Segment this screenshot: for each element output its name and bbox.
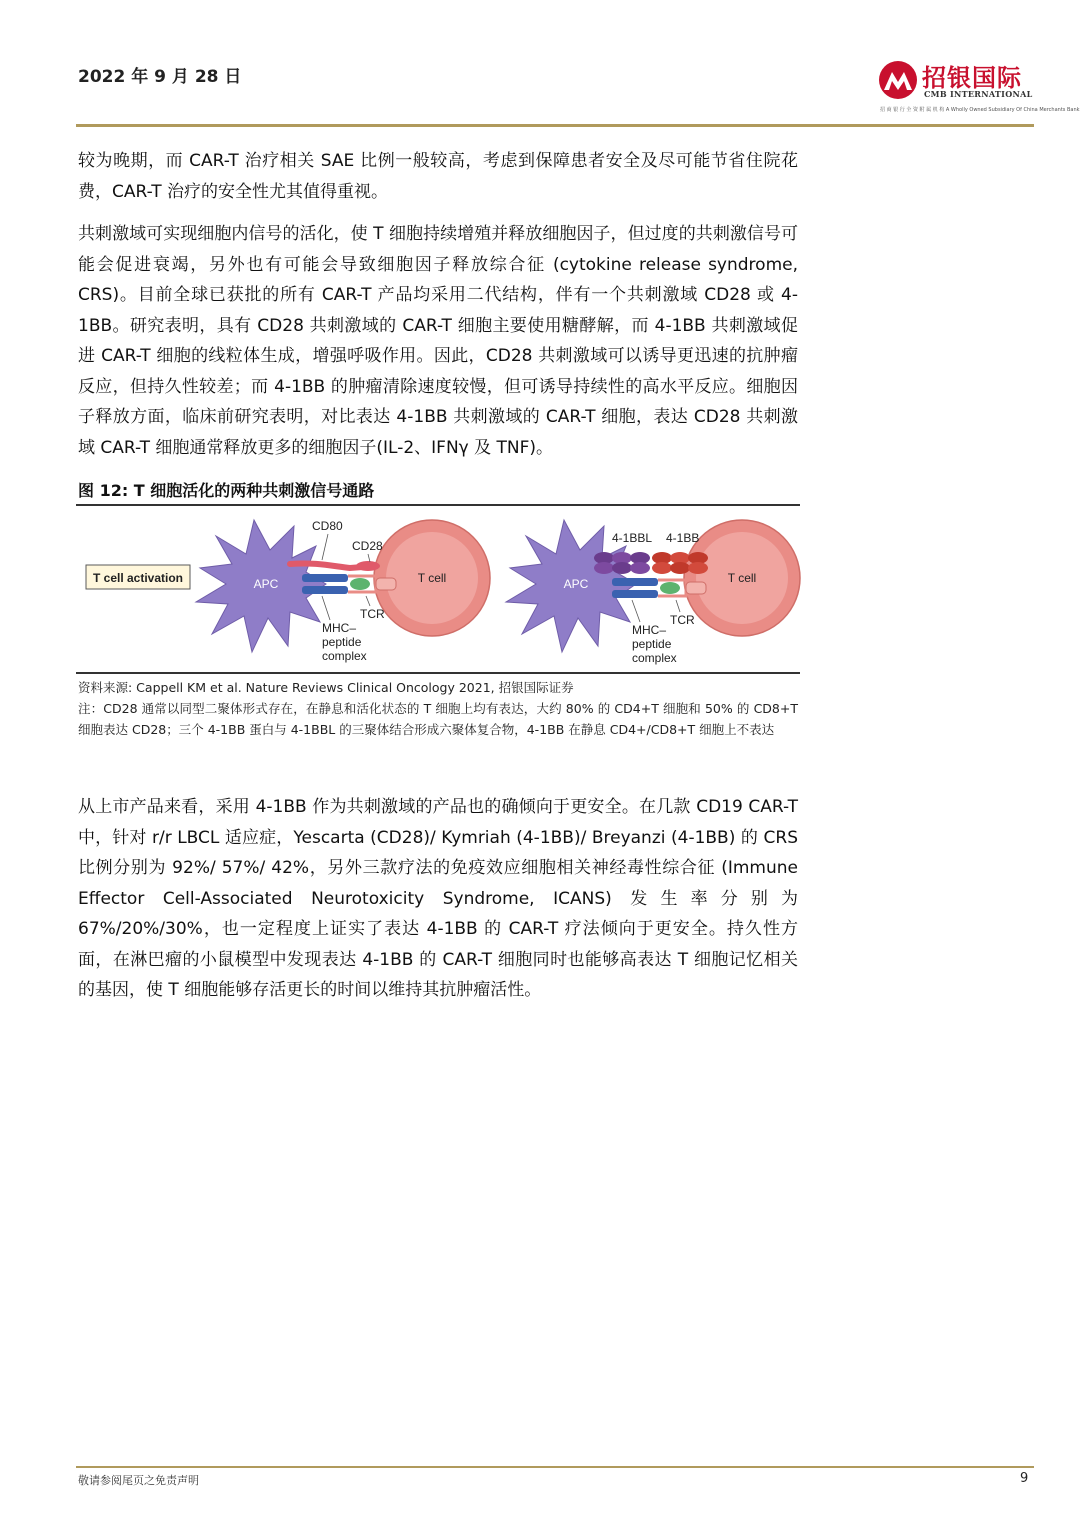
paragraph-costimulatory-domain: 共刺激域可实现细胞内信号的活化，使 T 细胞持续增殖并释放细胞因子，但过度的共刺激信号可能会促进衰竭，另外也有可能会导致细胞因子释放综合征 (cytokine release syndrome, CRS)。目前全球已获批的所有 CAR-T 产品均采用二代结构，伴有一个共刺激域 CD28 或 4-1BB。研究表明，具有 CD28 共刺激域的 CAR-T 细胞主要使用糖酵解，而 4-1BB 共刺激域促进 CAR-T 细胞的线粒体生成，增强呼吸作用。因此，CD28 共刺激域可以诱导更迅速的抗肿瘤反应，但持久性较差；而 4-1BB 的肿瘤清除速度较慢，但可诱导持续性的高水平反应。细胞因子释放方面，临床前研究表明，对比表达 4-1BB 共刺激域的 CAR-T 细胞，表达 CD28 共刺激域 CAR-T 细胞通常释放更多的细胞因子(IL-2、IFNγ 及 TNF)。 — [78, 224, 798, 458]
cd28-label: CD28 — [352, 539, 383, 553]
cmb-mountain-logo-icon — [878, 60, 918, 100]
mhc-label-left-3: complex — [322, 649, 367, 663]
footer-disclaimer: 敬请参阅尾页之免责声明 — [78, 1474, 199, 1487]
t-cell-label-left: T cell — [417, 571, 447, 585]
ligand-41bbl-trimer — [594, 552, 650, 574]
tcr-molecule-right — [612, 578, 658, 586]
ligand-41bbl-label: 4-1BBL — [612, 531, 653, 545]
figure-source: 资料来源: Cappell KM et al. Nature Reviews Clinical Oncology 2021, 招银国际证券 — [78, 680, 574, 695]
figure-title: 图 12: T 细胞活化的两种共刺激信号通路 — [78, 481, 375, 500]
logo-name-en: CMB INTERNATIONAL — [924, 89, 1033, 99]
mhc-label-left-1: MHC– — [322, 621, 357, 635]
company-logo — [876, 58, 1080, 120]
receptor-41bb-label: 4-1BB — [666, 531, 700, 545]
receptor-41bb — [652, 552, 708, 574]
mhc-label-right-1: MHC– — [632, 623, 667, 637]
paragraph-safety-intro: 较为晚期，而 CAR-T 治疗相关 SAE 比例一般较高，考虑到保障患者安全及尽可能节省住院花费，CAR-T 治疗的安全性尤其值得重视。 — [78, 151, 798, 202]
tcr-label-right: TCR — [670, 613, 695, 627]
right-panel-41bb — [506, 520, 800, 665]
t-cell-label-right: T cell — [727, 571, 757, 585]
cd80-label: CD80 — [312, 519, 343, 533]
figure-note: 注：CD28 通常以同型二聚体形式存在，在静息和活化状态的 T 细胞上均有表达，大约 80% 的 CD4+T 细胞和 50% 的 CD8+T 细胞表达 CD28；三个 4-1BB 蛋白与 4-1BBL 的三聚体结合形成六聚体复合物，4-1BB 在静息 CD4+/CD8+T 细胞上不表达 — [78, 701, 798, 737]
header-divider — [76, 124, 1034, 127]
page-number: 9 — [1020, 1471, 1029, 1486]
tcr-molecule-left — [302, 574, 348, 582]
mhc-label-left-2: peptide — [322, 635, 362, 649]
figure-bottom-rule — [76, 672, 800, 674]
svg-text:T cell activation: T cell activation — [92, 571, 184, 585]
logo-subtitle: 招 商 银 行 全 资 附 属 机 构 A Wholly Owned Subsidiary Of China Merchants Bank — [880, 107, 1080, 113]
paragraph-marketed-products: 从上市产品来看，采用 4-1BB 作为共刺激域的产品也的确倾向于更安全。在几款 CD19 CAR-T 中，针对 r/r LBCL 适应症，Yescarta (CD28)/ Kymriah (4-1BB)/ Breyanzi (4-1BB) 的 CRS 比例分别为 92%/ 57%/ 42%，另外三款疗法的免疫效应细胞相关神经毒性综合征 (Immune Effector Cell-Associated Neurotoxicity Syndrome, ICANS) 发生率分别为 67%/20%/30%，也一定程度上证实了表达 4-1BB 的 CAR-T 疗法倾向于更安全。持久性方面，在淋巴瘤的小鼠模型中发现表达 4-1BB 的 CAR-T 细胞同时也能够高表达 T 细胞记忆相关的基因，使 T 细胞能够存活更长的时间以维持其抗肿瘤活性。 — [78, 797, 798, 1000]
figure-costim-pathways — [76, 506, 800, 672]
t-cell-activation-label — [86, 565, 190, 589]
mhc-label-right-2: peptide — [632, 637, 672, 651]
apc-label-right: APC — [563, 577, 589, 591]
left-panel-cd28 — [196, 519, 490, 663]
mhc-label-right-3: complex — [632, 651, 677, 665]
tcr-label-left: TCR — [360, 607, 385, 621]
apc-label-left: APC — [253, 577, 279, 591]
report-date: 2022 年 9 月 28 日 — [78, 67, 242, 87]
logo-name-cn: 招银国际 — [922, 64, 1022, 92]
footer-divider — [76, 1466, 1034, 1468]
